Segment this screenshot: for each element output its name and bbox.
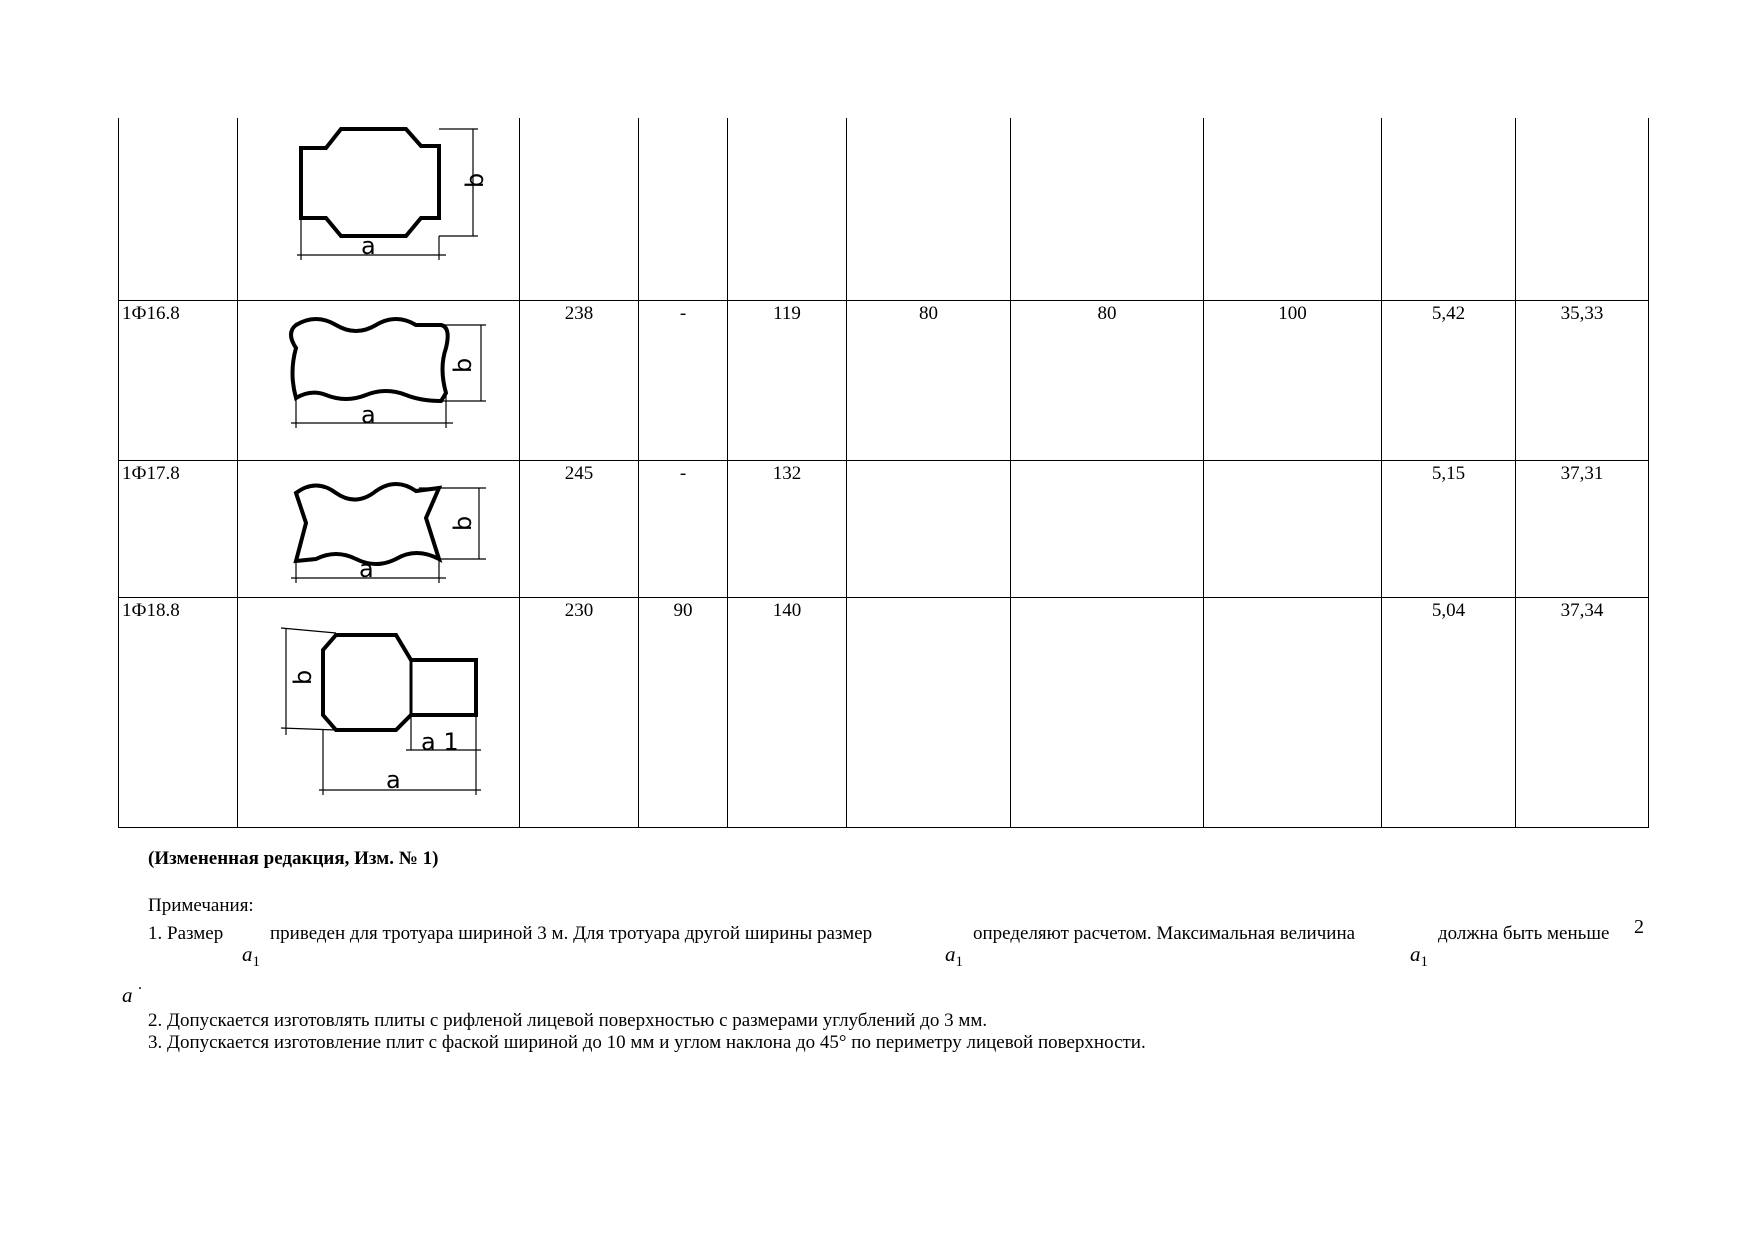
notes-title: Примечания: xyxy=(148,895,254,916)
tile-drawing-3 xyxy=(241,463,520,595)
cell-a: 238 xyxy=(520,301,639,461)
cell-c1 xyxy=(847,118,1011,301)
cell-mass: 5,42 xyxy=(1382,301,1516,461)
label-a: a xyxy=(361,232,376,260)
cell-c1 xyxy=(847,461,1011,598)
tile-drawing-cell xyxy=(238,301,520,461)
cell-c2 xyxy=(1011,461,1204,598)
symbol-a1: $a_1$ xyxy=(242,942,260,971)
cell-mark: 1Ф18.8 xyxy=(119,598,238,828)
cell-c2: 80 xyxy=(1011,301,1204,461)
symbol-a: a xyxy=(122,983,133,1007)
note-1-part3: определяют расчетом. Максимальная величина xyxy=(973,923,1356,944)
note-3: 3. Допускается изготовление плит с фаской шириной до 10 мм и углом наклона до 45° по периметру лицевой поверхности. xyxy=(148,1032,1146,1053)
tile-drawing-cell xyxy=(238,118,520,301)
label-a1: a 1 xyxy=(421,728,459,756)
cell-a1: 90 xyxy=(639,598,728,828)
symbol-a1: $a_1$ xyxy=(1410,942,1428,971)
tile-drawing-4 xyxy=(241,600,520,825)
label-b: b xyxy=(289,669,317,685)
cell-a1 xyxy=(639,118,728,301)
cell-c1 xyxy=(847,598,1011,828)
label-a: a xyxy=(361,401,376,429)
cell-a xyxy=(520,118,639,301)
tile-drawing-cell xyxy=(238,598,520,828)
cell-mark: 1Ф17.8 xyxy=(119,461,238,598)
cell-count xyxy=(1516,118,1649,301)
cell-mass: 5,04 xyxy=(1382,598,1516,828)
tile-drawing-cell xyxy=(238,461,520,598)
cell-b: 132 xyxy=(728,461,847,598)
note-2: 2. Допускается изготовлять плиты с рифленой лицевой поверхностью с размерами углублений до 3 мм. xyxy=(148,1010,988,1031)
tiles-spec-table xyxy=(118,118,1649,828)
symbol-two: 2 xyxy=(1634,916,1644,938)
cell-mark: 1Ф16.8 xyxy=(119,301,238,461)
cell-b: 119 xyxy=(728,301,847,461)
tile-drawing-2 xyxy=(241,303,520,458)
tile-drawing-1 xyxy=(241,120,520,298)
note-1-part4: должна быть меньше xyxy=(1438,923,1610,944)
table-row xyxy=(119,598,1649,828)
cell-mark xyxy=(119,118,238,301)
note-1 xyxy=(148,923,223,945)
symbol-dot: . xyxy=(138,976,142,993)
cell-a1: - xyxy=(639,301,728,461)
label-b: b xyxy=(449,357,477,373)
cell-b xyxy=(728,118,847,301)
cell-a: 230 xyxy=(520,598,639,828)
cell-c2 xyxy=(1011,598,1204,828)
cell-a1: - xyxy=(639,461,728,598)
label-b: b xyxy=(449,515,477,531)
cell-mass: 5,15 xyxy=(1382,461,1516,598)
cell-a: 245 xyxy=(520,461,639,598)
cell-c3 xyxy=(1204,598,1382,828)
cell-c1: 80 xyxy=(847,301,1011,461)
cell-c3 xyxy=(1204,118,1382,301)
table-row xyxy=(119,118,1649,301)
label-a: a xyxy=(386,766,401,794)
cell-count: 35,33 xyxy=(1516,301,1649,461)
table-row xyxy=(119,461,1649,598)
cell-c3: 100 xyxy=(1204,301,1382,461)
cell-c3 xyxy=(1204,461,1382,598)
note-1-part2: приведен для тротуара шириной 3 м. Для тротуара другой ширины размер xyxy=(270,923,873,944)
cell-mass xyxy=(1382,118,1516,301)
amendment-note: (Измененная редакция, Изм. № 1) xyxy=(148,848,439,869)
note-1-part1: 1. Размер xyxy=(148,923,224,944)
label-a: a xyxy=(359,555,374,583)
cell-count: 37,31 xyxy=(1516,461,1649,598)
symbol-a1: $a_1$ xyxy=(945,942,963,971)
cell-count: 37,34 xyxy=(1516,598,1649,828)
label-b: b xyxy=(461,172,489,188)
table-row xyxy=(119,301,1649,461)
cell-c2 xyxy=(1011,118,1204,301)
cell-b: 140 xyxy=(728,598,847,828)
